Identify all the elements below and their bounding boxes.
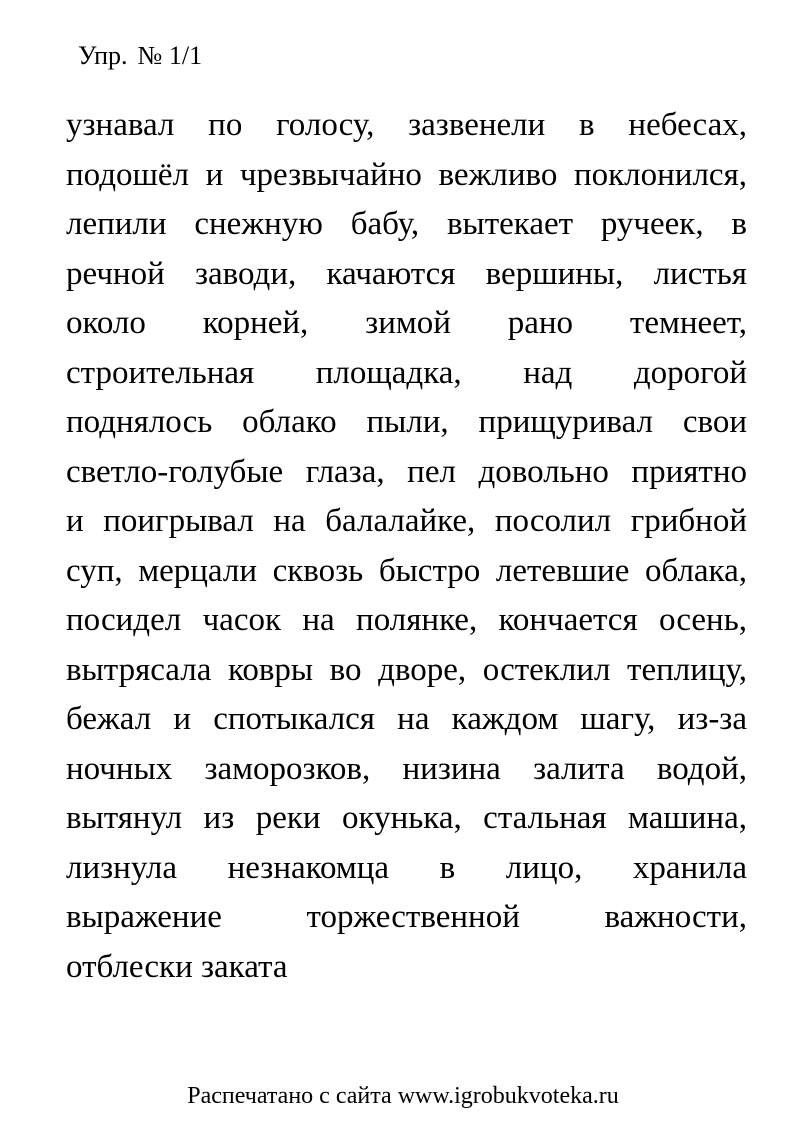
text-line: отблески заката: [66, 948, 288, 985]
exercise-text: [66, 101, 747, 992]
text-line: выражение торжественной важности,: [66, 899, 747, 935]
exercise-prefix: Упр.: [78, 41, 128, 70]
text-line: около корней, зимой рано темнеет,: [66, 305, 747, 341]
text-line: суп, мерцали сквозь быстро летевшие облака,: [66, 552, 747, 589]
text-line: лизнула незнакомца в лицо, хранила: [66, 849, 747, 886]
text-line: и поигрывал на балалайке, посолил грибной: [66, 503, 747, 539]
text-line: строительная площадка, над дорогой: [66, 354, 747, 391]
text-line: вытрясала ковры во дворе, остеклил теплицу,: [66, 651, 747, 688]
text-line: узнавал по голосу, зазвенели в небесах,: [66, 107, 747, 143]
text-line: светло-голубые глаза, пел довольно приятно: [66, 453, 747, 490]
text-line: подошёл и чрезвычайно вежливо поклонился,: [66, 156, 747, 193]
exercise-label: [78, 38, 202, 74]
text-line: речной заводи, качаются вершины, листья: [66, 255, 747, 292]
text-line: ночных заморозков, низина залита водой,: [66, 750, 747, 787]
text-line: лепили снежную бабу, вытекает ручеек, в: [66, 206, 747, 242]
exercise-number: № 1/1: [137, 41, 203, 70]
footer-source-note: Распечатано с сайта www.igrobukvoteka.ru: [187, 1083, 619, 1109]
text-line: поднялось облако пыли, прищуривал свои: [66, 404, 747, 440]
text-line: посидел часок на полянке, кончается осень,: [66, 602, 747, 638]
text-line: бежал и спотыкался на каждом шагу, из-за: [66, 701, 747, 737]
text-line: вытянул из реки окунька, стальная машина,: [66, 800, 747, 836]
